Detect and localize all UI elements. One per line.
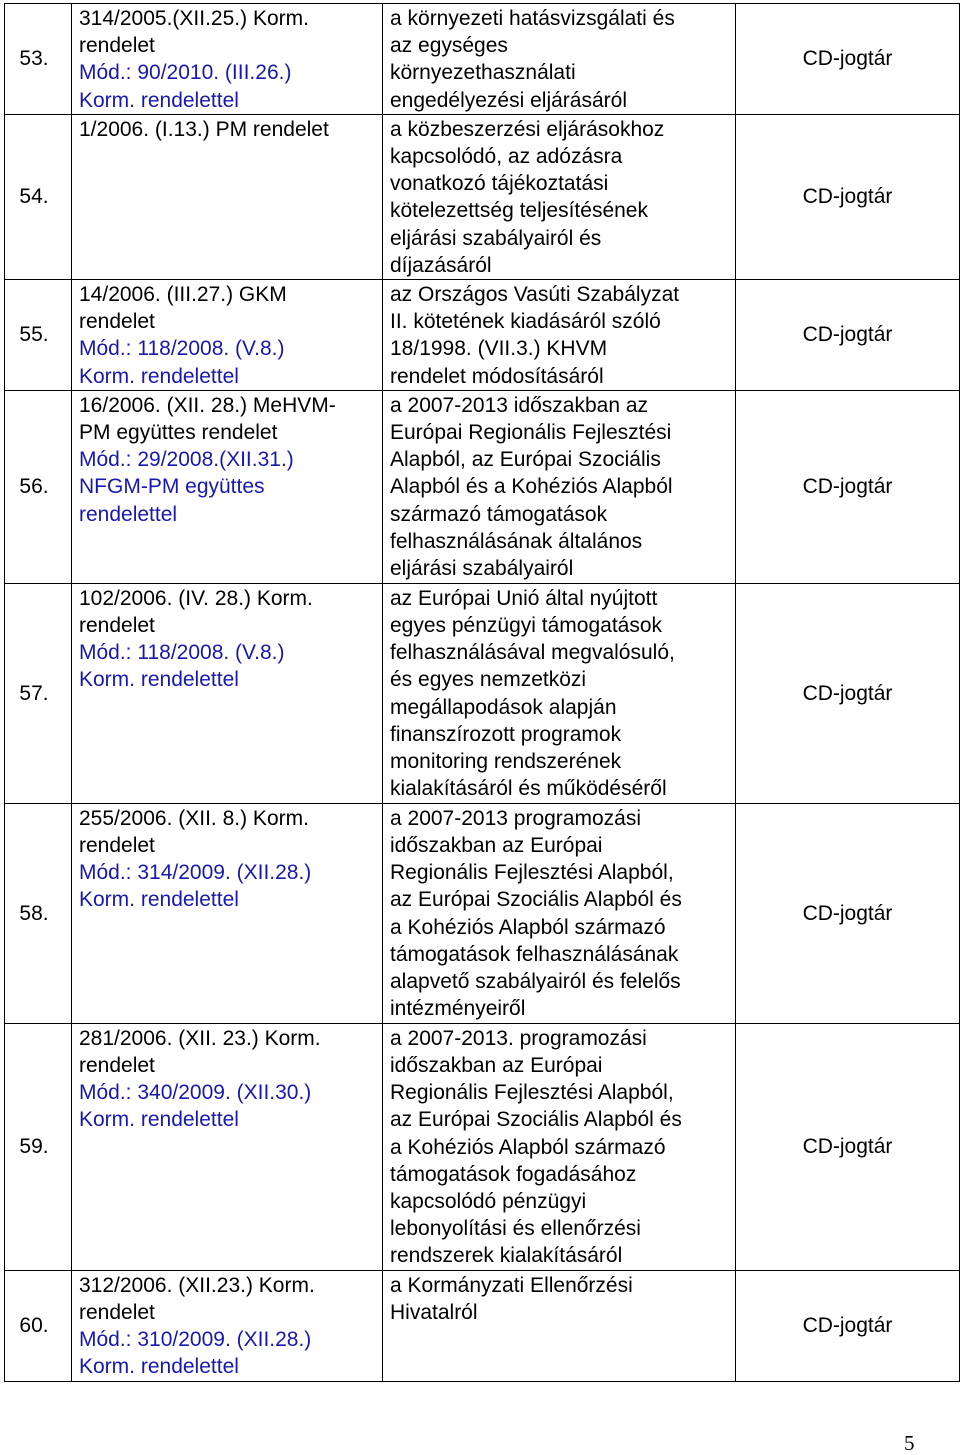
source-label: CD-jogtár — [736, 390, 960, 583]
source-label: CD-jogtár — [736, 1270, 960, 1381]
description-line: támogatások felhasználásának — [390, 942, 679, 966]
row-number: 54. — [5, 114, 72, 279]
source-label: CD-jogtár — [736, 114, 960, 279]
description-line: intézményeiről — [390, 997, 526, 1021]
description-line: lebonyolítási és ellenőrzési — [390, 1217, 641, 1241]
row-number: 57. — [5, 583, 72, 803]
reference-line: 312/2006. (XII.23.) Korm. — [79, 1273, 315, 1297]
modification-line: Korm. rendelettel — [79, 888, 239, 912]
description-line: Európai Regionális Fejlesztési — [390, 421, 672, 445]
regulation-description — [383, 1270, 736, 1381]
description-line: rendelet módosításáról — [390, 364, 604, 388]
description-line: engedélyezési eljárásáról — [390, 88, 627, 112]
modification-line: Korm. rendelettel — [79, 1355, 239, 1379]
description-line: megállapodások alapján — [390, 695, 617, 719]
modification-line: Korm. rendelettel — [79, 668, 239, 692]
description-line: Hivatalról — [390, 1301, 478, 1325]
description-line: az Európai Szociális Alapból és — [390, 888, 682, 912]
description-line: az Európai Unió által nyújtott — [390, 586, 658, 610]
regulation-description — [383, 390, 736, 583]
description-line: támogatások fogadásához — [390, 1162, 637, 1186]
page-number: 5 — [904, 1431, 915, 1455]
regulation-reference — [72, 390, 383, 583]
description-line: az Országos Vasúti Szabályzat — [390, 283, 680, 307]
source-label: CD-jogtár — [736, 803, 960, 1023]
source-label: CD-jogtár — [736, 280, 960, 391]
description-line: az egységes — [390, 34, 508, 58]
table-row — [5, 803, 960, 1023]
description-line: a 2007-2013 időszakban az — [390, 393, 649, 417]
reference-line: 314/2005.(XII.25.) Korm. — [79, 7, 309, 30]
row-number: 58. — [5, 803, 72, 1023]
regulation-description — [383, 4, 736, 115]
modification-line: Korm. rendelettel — [79, 364, 239, 388]
table-row — [5, 114, 960, 279]
description-line: környezethasználati — [390, 61, 576, 85]
reference-line: rendelet — [79, 1054, 155, 1078]
row-number: 55. — [5, 280, 72, 391]
description-line: felhasználásával megvalósuló, — [390, 641, 675, 665]
reference-line: rendelet — [79, 34, 155, 58]
reference-line: PM együttes rendelet — [79, 421, 278, 445]
regulation-description — [383, 1023, 736, 1270]
description-line: időszakban az Európai — [390, 834, 603, 858]
description-line: a 2007-2013 programozási — [390, 806, 641, 830]
description-line: felhasználásának általános — [390, 529, 643, 553]
regulation-reference — [72, 803, 383, 1023]
reference-line: 14/2006. (III.27.) GKM — [79, 283, 287, 307]
modification-line: NFGM-PM együttes — [79, 475, 265, 499]
modification-line: Mód.: 29/2008.(XII.31.) — [79, 448, 294, 472]
table-row — [5, 4, 960, 115]
description-line: Regionális Fejlesztési Alapból, — [390, 861, 674, 885]
description-line: eljárási szabályairól — [390, 557, 574, 581]
description-line: a környezeti hatásvizsgálati és — [390, 7, 675, 30]
reference-line: rendelet — [79, 614, 155, 638]
description-line: alapvető szabályairól és felelős — [390, 970, 681, 994]
table-row — [5, 390, 960, 583]
description-line: Regionális Fejlesztési Alapból, — [390, 1081, 674, 1105]
description-line: rendszerek kialakításáról — [390, 1244, 623, 1268]
modification-line: Mód.: 310/2009. (XII.28.) — [79, 1328, 312, 1352]
source-label: CD-jogtár — [736, 1023, 960, 1270]
reference-line: 16/2006. (XII. 28.) MeHVM- — [79, 393, 336, 417]
regulation-description — [383, 803, 736, 1023]
regulation-reference — [72, 1270, 383, 1381]
regulation-reference — [72, 583, 383, 803]
description-line: az Európai Szociális Alapból és — [390, 1108, 682, 1132]
table-row — [5, 1270, 960, 1381]
description-line: származó támogatások — [390, 502, 608, 526]
regulation-description — [383, 114, 736, 279]
description-line: kapcsolódó pénzügyi — [390, 1190, 587, 1214]
description-line: a Kohéziós Alapból származó — [390, 915, 666, 939]
description-line: a Kormányzati Ellenőrzési — [390, 1273, 633, 1297]
description-line: kialakításáról és működéséről — [390, 777, 667, 801]
reference-line: 255/2006. (XII. 8.) Korm. — [79, 806, 309, 830]
description-line: monitoring rendszerének — [390, 750, 622, 774]
reference-line: 281/2006. (XII. 23.) Korm. — [79, 1026, 321, 1050]
description-line: Alapból, az Európai Szociális — [390, 448, 661, 472]
reference-line: 102/2006. (IV. 28.) Korm. — [79, 586, 313, 610]
modification-line: Mód.: 314/2009. (XII.28.) — [79, 861, 312, 885]
reference-line: rendelet — [79, 1301, 155, 1325]
description-line: és egyes nemzetközi — [390, 668, 587, 692]
regulations-table-body — [5, 4, 960, 1382]
description-line: egyes pénzügyi támogatások — [390, 614, 663, 638]
description-line: kapcsolódó, az adózásra — [390, 145, 623, 169]
regulation-description — [383, 583, 736, 803]
description-line: kötelezettség teljesítésének — [390, 199, 648, 223]
modification-line: Korm. rendelettel — [79, 1108, 239, 1132]
regulations-table — [4, 3, 960, 1382]
regulation-reference — [72, 4, 383, 115]
modification-line: Mód.: 118/2008. (V.8.) — [79, 337, 285, 361]
reference-line: rendelet — [79, 310, 155, 334]
description-line: a 2007-2013. programozási — [390, 1026, 647, 1050]
modification-line: Mód.: 340/2009. (XII.30.) — [79, 1081, 312, 1105]
regulation-reference — [72, 114, 383, 279]
row-number: 53. — [5, 4, 72, 115]
modification-line: Mód.: 118/2008. (V.8.) — [79, 641, 285, 665]
row-number: 60. — [5, 1270, 72, 1381]
description-line: finanszírozott programok — [390, 722, 622, 746]
modification-line: Mód.: 90/2010. (III.26.) — [79, 61, 292, 85]
table-row — [5, 280, 960, 391]
description-line: II. kötetének kiadásáról szóló — [390, 310, 661, 334]
table-row — [5, 583, 960, 803]
modification-line: Korm. rendelettel — [79, 88, 239, 112]
reference-line: rendelet — [79, 834, 155, 858]
regulation-description — [383, 280, 736, 391]
description-line: eljárási szabályairól és — [390, 226, 602, 250]
table-row — [5, 1023, 960, 1270]
description-line: vonatkozó tájékoztatási — [390, 172, 609, 196]
row-number: 56. — [5, 390, 72, 583]
regulation-reference — [72, 280, 383, 391]
source-label: CD-jogtár — [736, 4, 960, 115]
description-line: a Kohéziós Alapból származó — [390, 1135, 666, 1159]
regulation-reference — [72, 1023, 383, 1270]
description-line: 18/1998. (VII.3.) KHVM — [390, 337, 608, 361]
reference-line: 1/2006. (I.13.) PM rendelet — [79, 117, 329, 141]
description-line: Alapból és a Kohéziós Alapból — [390, 475, 673, 499]
modification-line: rendelettel — [79, 502, 178, 526]
description-line: díjazásáról — [390, 253, 492, 277]
description-line: a közbeszerzési eljárásokhoz — [390, 117, 665, 141]
description-line: időszakban az Európai — [390, 1054, 603, 1078]
row-number: 59. — [5, 1023, 72, 1270]
source-label: CD-jogtár — [736, 583, 960, 803]
